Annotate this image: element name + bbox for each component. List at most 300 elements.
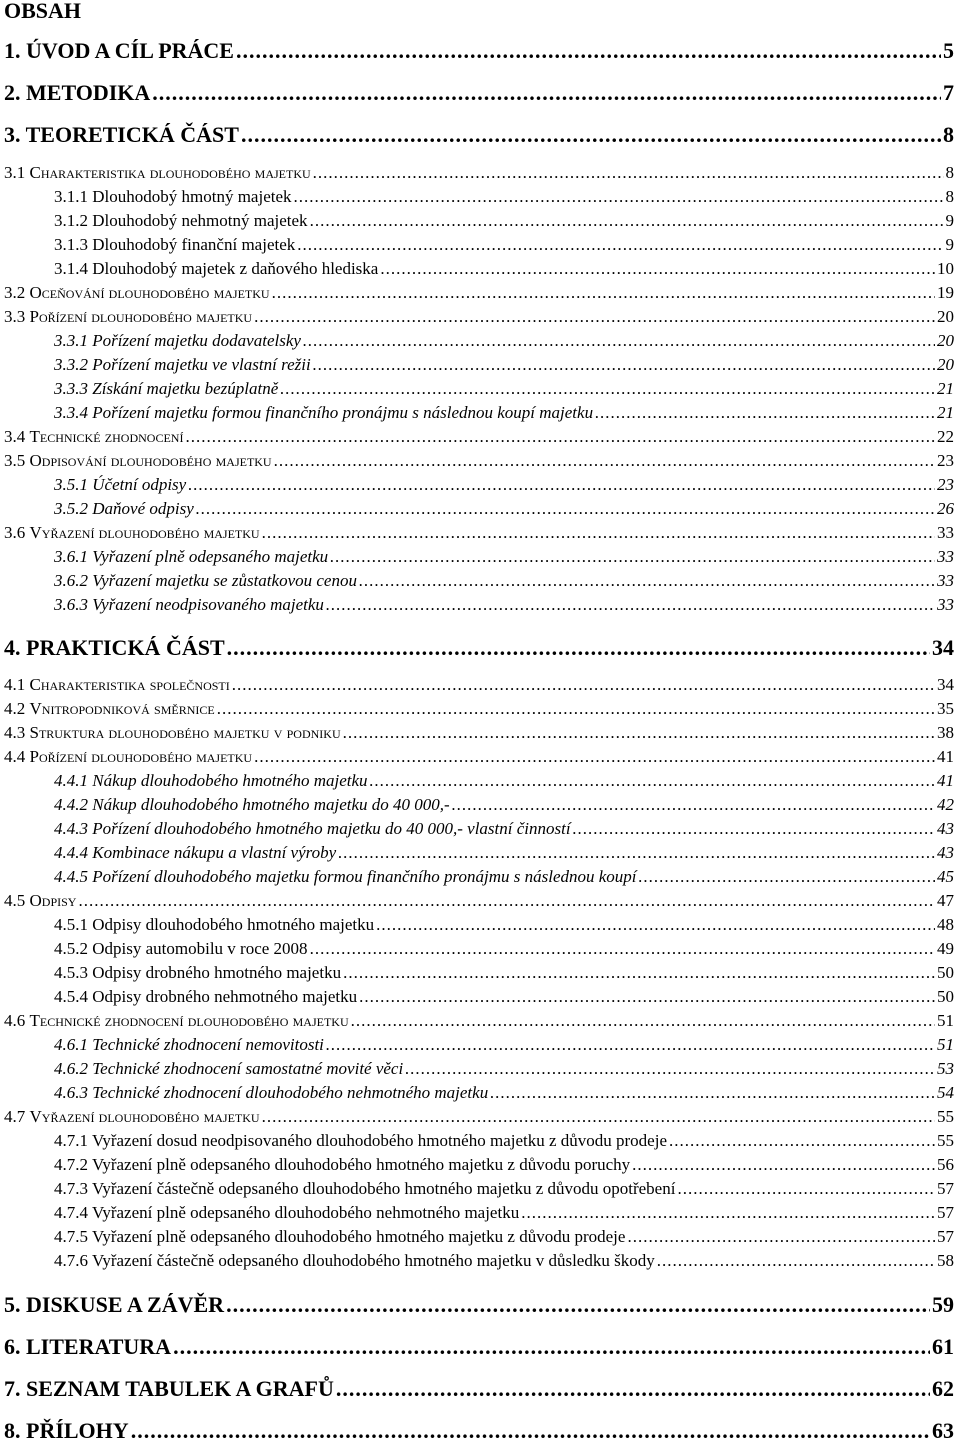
- toc-entry[interactable]: [4, 1334, 954, 1360]
- toc-entry-title: Dlouhodobý nehmotný majetek: [92, 211, 308, 230]
- toc-entry-title: Oceňování dlouhodobého majetku: [29, 283, 270, 302]
- toc-entry-title: Vyřazení plně odepsaného majetku: [92, 547, 329, 566]
- toc-entry[interactable]: [54, 595, 954, 615]
- toc-entry-page: 50: [937, 987, 954, 1006]
- toc-entry-number: 1.: [4, 38, 26, 63]
- toc-entry-number: 4.4.3: [54, 819, 93, 838]
- toc-entry[interactable]: [54, 475, 954, 495]
- toc-entry-page: 26: [937, 499, 954, 518]
- toc-entry[interactable]: [4, 747, 954, 767]
- toc-entry-label: [54, 963, 341, 983]
- toc-entry-page: 57: [937, 1179, 954, 1198]
- toc-entry[interactable]: [4, 523, 954, 543]
- toc-entry[interactable]: [54, 963, 954, 983]
- toc-entry[interactable]: [54, 1035, 954, 1055]
- toc-entry-label: [4, 1418, 129, 1444]
- dot-leader: [236, 38, 941, 64]
- dot-leader: [196, 499, 935, 519]
- toc-entry-label: [54, 987, 357, 1007]
- toc-entry[interactable]: [54, 355, 954, 375]
- toc-entry-number: 3.1.1: [54, 187, 93, 206]
- toc-entry-label: [54, 1131, 667, 1151]
- dot-leader: [303, 331, 935, 351]
- dot-leader: [78, 891, 935, 911]
- toc-entry-number: 3.5.1: [54, 475, 93, 494]
- dot-leader: [452, 795, 935, 815]
- toc-entry-page: 8: [945, 163, 954, 182]
- toc-entry[interactable]: [54, 187, 954, 207]
- toc-entry-page: 42: [937, 795, 954, 814]
- toc-entry-title: Vyřazení majetku se zůstatkovou cenou: [92, 571, 357, 590]
- toc-entry[interactable]: [4, 122, 954, 148]
- toc-entry-label: [54, 379, 278, 399]
- toc-entry-title: Získání majetku bezúplatně: [92, 379, 279, 398]
- toc-entry-title: Vyřazení částečně odepsaného dlouhodobého hmotného majetku z důvodu opotřebení: [91, 1179, 676, 1198]
- toc-entry-label: [4, 122, 239, 148]
- toc-entry-label: [54, 915, 374, 935]
- toc-entry-label: [54, 331, 301, 351]
- toc-entry[interactable]: [54, 915, 954, 935]
- toc-entry[interactable]: [4, 635, 954, 661]
- toc-entry-page: 57: [937, 1227, 954, 1246]
- toc-entry-title: Dlouhodobý majetek z daňového hlediska: [92, 259, 379, 278]
- dot-leader: [310, 939, 935, 959]
- dot-leader: [669, 1131, 935, 1151]
- toc-entry-title: Pořízení majetku formou finančního pronájmu s následnou koupí majetku: [92, 403, 594, 422]
- toc-entry-label: [4, 699, 215, 719]
- dot-leader: [573, 819, 935, 839]
- dot-leader: [627, 1227, 935, 1247]
- toc-entry-label: [4, 1376, 334, 1402]
- toc-entry-number: 4.6.2: [54, 1059, 93, 1078]
- dot-leader: [232, 675, 935, 695]
- dot-leader: [217, 699, 935, 719]
- toc-entry-number: 4.4.4: [54, 843, 93, 862]
- toc-entry[interactable]: [4, 1292, 954, 1318]
- toc-entry-label: [54, 1179, 675, 1199]
- toc-entry-title: Vyřazení dlouhodobého majetku: [29, 1107, 260, 1126]
- toc-entry-number: 4.5.3: [54, 963, 93, 982]
- toc-entry-number: 4.2: [4, 699, 30, 718]
- toc-entry-page: 35: [937, 699, 954, 718]
- toc-entry-page: 56: [937, 1155, 954, 1174]
- toc-entry-page: 43: [937, 819, 954, 838]
- toc-entry-number: 3.3: [4, 307, 30, 326]
- toc-entry-number: 4.7.6: [54, 1251, 92, 1270]
- toc-entry-label: [4, 523, 260, 543]
- toc-entry-label: [4, 1334, 171, 1360]
- toc-entry-title: Vyřazení dosud neodpisovaného dlouhodobého hmotného majetku z důvodu prodeje: [91, 1131, 667, 1150]
- dot-leader: [241, 122, 941, 148]
- toc-entry-number: 4.5.2: [54, 939, 93, 958]
- toc-entry-label: [54, 1035, 324, 1055]
- toc-entry-number: 3.6.3: [54, 595, 93, 614]
- toc-entry-label: [4, 1292, 224, 1318]
- toc-entry[interactable]: [54, 987, 954, 1007]
- toc-entry-label: [4, 283, 270, 303]
- toc-entry-page: 34: [937, 675, 954, 694]
- toc-entry-number: 7.: [4, 1376, 26, 1401]
- toc-entry-page: 9: [945, 235, 954, 254]
- toc-entry-label: [4, 427, 183, 447]
- dot-leader: [370, 771, 935, 791]
- toc-entry-label: [4, 723, 341, 743]
- toc-entry-page: 10: [937, 259, 954, 278]
- toc-entry-title: Vyřazení plně odepsaného dlouhodobého hmotného majetku z důvodu prodeje: [91, 1227, 626, 1246]
- toc-entry-page: 55: [937, 1131, 954, 1150]
- dot-leader: [490, 1083, 935, 1103]
- toc-entry-title: PRAKTICKÁ ČÁST: [26, 635, 225, 660]
- toc-entry-number: 3.1.2: [54, 211, 93, 230]
- dot-leader: [310, 211, 944, 231]
- toc-entry-label: [54, 259, 378, 279]
- toc-entry[interactable]: [4, 163, 954, 183]
- toc-entry-title: Dlouhodobý finanční majetek: [92, 235, 296, 254]
- dot-leader: [274, 451, 935, 471]
- toc-entry[interactable]: [54, 1155, 954, 1175]
- toc-entry-title: Účetní odpisy: [92, 475, 187, 494]
- toc-entry[interactable]: [54, 1227, 954, 1247]
- toc-entry-page: 51: [937, 1035, 954, 1054]
- toc-entry-page: 22: [937, 427, 954, 446]
- toc-entry-label: [4, 38, 234, 64]
- toc-entry-title: Pořízení dlouhodobého majetku: [29, 307, 253, 326]
- toc-entry-page: 20: [937, 331, 954, 350]
- toc-entry-number: 4.4.2: [54, 795, 93, 814]
- toc-entry-page: 62: [932, 1376, 954, 1401]
- toc-entry-number: 3.6.2: [54, 571, 93, 590]
- toc-entry-number: 4.4: [4, 747, 30, 766]
- toc-entry-label: [54, 819, 571, 839]
- toc-entry-page: 51: [937, 1011, 954, 1030]
- toc-entry[interactable]: [54, 1083, 954, 1103]
- toc-entry[interactable]: [54, 331, 954, 351]
- toc-entry[interactable]: [4, 723, 954, 743]
- toc-entry-page: 20: [937, 355, 954, 374]
- dot-leader: [227, 635, 930, 661]
- toc-entry-title: Pořízení dlouhodobého hmotného majetku do 40 000,- vlastní činností: [92, 819, 571, 838]
- toc-entry-page: 33: [937, 523, 954, 542]
- toc-entry-number: 4.5: [4, 891, 30, 910]
- toc-entry-page: 8: [943, 122, 954, 147]
- toc-entry[interactable]: [54, 939, 954, 959]
- toc-entry-page: 20: [937, 307, 954, 326]
- toc-entry-number: 3.6: [4, 523, 30, 542]
- toc-entry-number: 3.: [4, 122, 26, 147]
- toc-entry-label: [54, 235, 295, 255]
- toc-entry[interactable]: [4, 675, 954, 695]
- dot-leader: [359, 571, 935, 591]
- dot-leader: [254, 747, 935, 767]
- toc-entry-title: TEORETICKÁ ČÁST: [25, 122, 239, 147]
- toc-entry[interactable]: [4, 38, 954, 64]
- toc-entry[interactable]: [54, 1059, 954, 1079]
- dot-leader: [173, 1334, 930, 1360]
- toc-entry[interactable]: [4, 80, 954, 106]
- dot-leader: [521, 1203, 935, 1223]
- toc-entry-label: [4, 1107, 260, 1127]
- dot-leader: [254, 307, 935, 327]
- dot-leader: [297, 235, 943, 255]
- toc-entry-number: 4.7.5: [54, 1227, 92, 1246]
- dot-leader: [294, 187, 944, 207]
- dot-leader: [677, 1179, 935, 1199]
- toc-entry-page: 54: [937, 1083, 954, 1102]
- dot-leader: [657, 1251, 935, 1271]
- toc-entry-page: 33: [937, 595, 954, 614]
- toc-entry-title: ÚVOD A CÍL PRÁCE: [26, 38, 234, 63]
- toc-entry-page: 33: [937, 571, 954, 590]
- toc-entry-number: 4.7.4: [54, 1203, 92, 1222]
- toc-entry-page: 23: [937, 475, 954, 494]
- toc-entry-page: 45: [937, 867, 954, 886]
- toc-entry-label: [54, 403, 593, 423]
- toc-entry-number: 3.1: [4, 163, 30, 182]
- toc-entry[interactable]: [54, 843, 954, 863]
- toc-entry[interactable]: [4, 1011, 954, 1031]
- toc-entry-label: [4, 891, 76, 911]
- dot-leader: [330, 547, 935, 567]
- toc-entry-number: 3.2: [4, 283, 30, 302]
- toc-entry-page: 57: [937, 1203, 954, 1222]
- toc-entry[interactable]: [4, 891, 954, 911]
- toc-entry-number: 4.3: [4, 723, 30, 742]
- toc-entry-page: 47: [937, 891, 954, 910]
- toc-entry-label: [54, 1251, 655, 1271]
- toc-entry-label: [54, 595, 324, 615]
- toc-entry-label: [54, 1227, 625, 1247]
- toc-entry-label: [4, 80, 150, 106]
- toc-entry-label: [54, 211, 308, 231]
- toc-entry-label: [54, 499, 194, 519]
- toc-entry-title: METODIKA: [26, 80, 151, 105]
- dot-leader: [359, 987, 935, 1007]
- toc-entry-page: 23: [937, 451, 954, 470]
- toc-entry-title: Odpisování dlouhodobého majetku: [29, 451, 272, 470]
- dot-leader: [185, 427, 935, 447]
- dot-leader: [351, 1011, 935, 1031]
- toc-entry-title: Charakteristika dlouhodobého majetku: [29, 163, 311, 182]
- toc-entry-label: [54, 771, 368, 791]
- dot-leader: [326, 595, 935, 615]
- toc-entry-title: Vyřazení částečně odepsaného dlouhodobého hmotného majetku v důsledku škody: [91, 1251, 655, 1270]
- dot-leader: [313, 163, 944, 183]
- toc-entry-label: [54, 843, 336, 863]
- toc-entry-page: 38: [937, 723, 954, 742]
- dot-leader: [595, 403, 935, 423]
- toc-entry-title: Vnitropodniková směrnice: [29, 699, 215, 718]
- toc-entry[interactable]: [4, 283, 954, 303]
- toc-entry-label: [4, 307, 252, 327]
- dot-leader: [338, 843, 935, 863]
- toc-entry-title: Technické zhodnocení samostatné movité věci: [92, 1059, 404, 1078]
- toc-entry-number: 3.1.3: [54, 235, 93, 254]
- toc-entry-title: Pořízení majetku dodavatelsky: [92, 331, 301, 350]
- toc-entry-title: SEZNAM TABULEK A GRAFŮ: [26, 1376, 334, 1401]
- toc-entry-title: Odpisy dlouhodobého hmotného majetku: [92, 915, 375, 934]
- toc-entry[interactable]: [54, 571, 954, 591]
- toc-entry[interactable]: [54, 499, 954, 519]
- dot-leader: [343, 963, 935, 983]
- toc-entry-title: Nákup dlouhodobého hmotného majetku do 40 000,-: [92, 795, 450, 814]
- toc-entry-page: 50: [937, 963, 954, 982]
- dot-leader: [380, 259, 935, 279]
- toc-entry[interactable]: [4, 699, 954, 719]
- toc-entry-number: 3.4: [4, 427, 30, 446]
- toc-entry[interactable]: [54, 771, 954, 791]
- toc-entry-number: 8.: [4, 1418, 26, 1443]
- toc-entry-page: 7: [943, 80, 954, 105]
- toc-entry-title: PŘÍLOHY: [26, 1418, 129, 1443]
- toc-entry[interactable]: [54, 795, 954, 815]
- toc-entry-title: Kombinace nákupu a vlastní výroby: [92, 843, 337, 862]
- toc-entry-page: 33: [937, 547, 954, 566]
- toc-entry-page: 5: [943, 38, 954, 63]
- toc-entry[interactable]: [4, 427, 954, 447]
- toc-entry-label: [54, 571, 357, 591]
- toc-entry-title: Nákup dlouhodobého hmotného majetku: [92, 771, 368, 790]
- toc-entry-page: 21: [937, 379, 954, 398]
- toc-entry-page: 21: [937, 403, 954, 422]
- toc-entry-title: Vyřazení dlouhodobého majetku: [29, 523, 260, 542]
- toc-entry[interactable]: [54, 211, 954, 231]
- toc-entry-label: [54, 1059, 403, 1079]
- toc-entry[interactable]: [4, 1418, 954, 1444]
- toc-entry-label: [54, 475, 186, 495]
- toc-entry-number: 3.3.4: [54, 403, 93, 422]
- toc-entry-title: Technické zhodnocení: [29, 427, 184, 446]
- toc-entry-title: Charakteristika společnosti: [29, 675, 230, 694]
- dot-leader: [226, 1292, 930, 1318]
- dot-leader: [639, 867, 935, 887]
- toc-entry-number: 4.7.3: [54, 1179, 92, 1198]
- dot-leader: [326, 1035, 935, 1055]
- toc-entry-title: Odpisy drobného hmotného majetku: [92, 963, 342, 982]
- toc-entry-number: 5.: [4, 1292, 26, 1317]
- toc-entry-page: 53: [937, 1059, 954, 1078]
- toc-entry[interactable]: [4, 1376, 954, 1402]
- toc-entry-label: [4, 747, 252, 767]
- toc-entry-title: Vyřazení plně odepsaného dlouhodobého nehmotného majetku: [91, 1203, 520, 1222]
- toc-entry[interactable]: [54, 819, 954, 839]
- dot-leader: [405, 1059, 935, 1079]
- toc-entry[interactable]: [4, 1107, 954, 1127]
- toc-entry[interactable]: [54, 547, 954, 567]
- toc-entry-page: 19: [937, 283, 954, 302]
- dot-leader: [152, 80, 941, 106]
- toc-entry-page: 58: [937, 1251, 954, 1270]
- dot-leader: [272, 283, 935, 303]
- dot-leader: [131, 1418, 930, 1444]
- toc-entry-page: 55: [937, 1107, 954, 1126]
- toc-title: [4, 0, 81, 24]
- toc-entry-title: Technické zhodnocení dlouhodobého majetku: [29, 1011, 349, 1030]
- toc-entry-title: Vyřazení neodpisovaného majetku: [92, 595, 324, 614]
- toc-entry-label: [4, 675, 230, 695]
- toc-entry-title: LITERATURA: [26, 1334, 172, 1359]
- toc-entry[interactable]: [54, 1251, 954, 1271]
- toc-entry-title: Daňové odpisy: [92, 499, 194, 518]
- toc-entry-title: Odpisy drobného nehmotného majetku: [92, 987, 358, 1006]
- dot-leader: [313, 355, 935, 375]
- dot-leader: [188, 475, 935, 495]
- toc-entry-number: 4.5.1: [54, 915, 93, 934]
- toc-entry-number: 4.7: [4, 1107, 30, 1126]
- toc-entry-label: [54, 547, 328, 567]
- toc-entry-number: 4.4.1: [54, 771, 93, 790]
- toc-entry[interactable]: [54, 1131, 954, 1151]
- toc-entry-number: 3.3.3: [54, 379, 93, 398]
- toc-entry[interactable]: [54, 235, 954, 255]
- toc-entry-number: 4.: [4, 635, 26, 660]
- toc-entry-title: Dlouhodobý hmotný majetek: [92, 187, 292, 206]
- toc-entry-label: [54, 355, 311, 375]
- toc-entry-title: Odpisy automobilu v roce 2008: [92, 939, 308, 958]
- toc-entry-title: Vyřazení plně odepsaného dlouhodobého hmotného majetku z důvodu poruchy: [91, 1155, 631, 1174]
- toc-entry-label: [54, 795, 450, 815]
- toc-entry-number: 2.: [4, 80, 26, 105]
- toc-entry-number: 4.6.3: [54, 1083, 93, 1102]
- toc-entry[interactable]: [54, 1179, 954, 1199]
- toc-entry[interactable]: [4, 451, 954, 471]
- toc-entry-page: 41: [937, 747, 954, 766]
- toc-entry-title: Technické zhodnocení dlouhodobého nehmotného majetku: [92, 1083, 489, 1102]
- toc-entry-page: 34: [932, 635, 954, 660]
- toc-entry-number: 4.4.5: [54, 867, 93, 886]
- toc-entry-number: 4.1: [4, 675, 30, 694]
- toc-entry[interactable]: [4, 307, 954, 327]
- toc-entry-number: 3.5.2: [54, 499, 93, 518]
- toc-entry-page: 9: [945, 211, 954, 230]
- toc-entry-number: 6.: [4, 1334, 26, 1359]
- toc-entry-number: 4.7.1: [54, 1131, 92, 1150]
- toc-entry-page: 63: [932, 1418, 954, 1443]
- toc-entry-number: 3.3.1: [54, 331, 93, 350]
- toc-entry-page: 43: [937, 843, 954, 862]
- dot-leader: [343, 723, 935, 743]
- toc-title-text: OBSAH: [4, 0, 82, 23]
- toc-entry[interactable]: [54, 403, 954, 423]
- toc-entry-title: Odpisy: [29, 891, 77, 910]
- toc-entry-page: 41: [937, 771, 954, 790]
- toc-entry-page: 48: [937, 915, 954, 934]
- dot-leader: [632, 1155, 935, 1175]
- toc-entry-page: 8: [945, 187, 954, 206]
- toc-entry-page: 59: [932, 1292, 954, 1317]
- toc-entry-title: Pořízení dlouhodobého majetku formou finančního pronájmu s následnou koupí: [92, 867, 637, 886]
- dot-leader: [262, 523, 935, 543]
- toc-entry-label: [54, 1203, 519, 1223]
- toc-entry-label: [54, 1083, 488, 1103]
- toc-entry-number: 4.5.4: [54, 987, 93, 1006]
- toc-entry[interactable]: [54, 259, 954, 279]
- toc-entry-label: [4, 635, 225, 661]
- toc-entry[interactable]: [54, 867, 954, 887]
- toc-entry-label: [54, 939, 308, 959]
- toc-entry-number: 4.6: [4, 1011, 30, 1030]
- dot-leader: [376, 915, 935, 935]
- toc-entry-page: 49: [937, 939, 954, 958]
- dot-leader: [336, 1376, 930, 1402]
- toc-entry-title: Pořízení majetku ve vlastní režii: [92, 355, 311, 374]
- dot-leader: [280, 379, 935, 399]
- toc-entry-title: Technické zhodnocení nemovitosti: [92, 1035, 324, 1054]
- toc-entry-number: 3.6.1: [54, 547, 93, 566]
- toc-entry[interactable]: [54, 1203, 954, 1223]
- toc-entry-label: [4, 1011, 349, 1031]
- toc-entry-number: 3.5: [4, 451, 30, 470]
- toc-entry[interactable]: [54, 379, 954, 399]
